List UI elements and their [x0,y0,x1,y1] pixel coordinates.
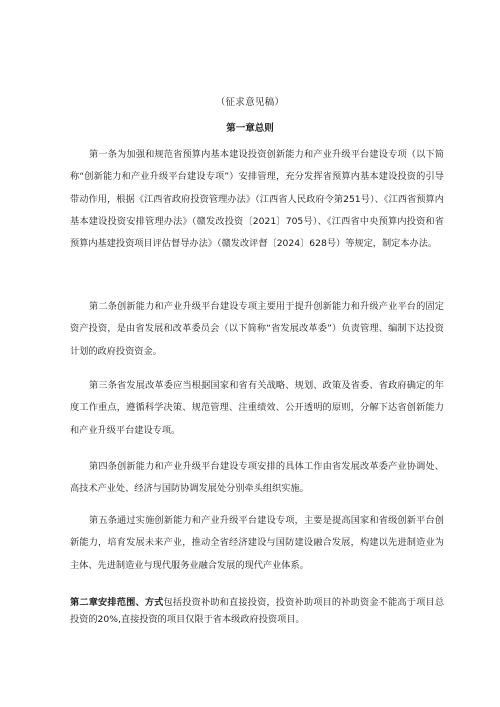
article-2-paragraph: 第二条创新能力和产业升级平台建设专项主要用于提升创新能力和升级产业平台的固定资产投资，是由省发展和改革委员会（以下简称“省发展改革委”）负责管理、编制下达投资计划的政府投资资金。 [70,301,444,357]
draft-subtitle: （征求意见稿） [215,97,285,108]
article-5-paragraph: 第五条通过实施创新能力和产业升级平台建设专项，主要是提高国家和省级创新平台创新能力，培育发展未来产业，推动全省经济建设与国防建设融合发展，构建以先进制造业为主体、先进制造业与现代服务业融合发展的现代产业体系。 [70,515,444,571]
chapter-1-title: 第一章总则 [226,123,274,134]
article-4-paragraph: 第四条创新能力和产业升级平台建设专项安排的具体工作由省发展改革委产业协调处、高技术产业处、经济与国防协调发展处分别牵头组织实施。 [70,461,444,495]
chapter-2-paragraph [70,594,444,628]
article-3-paragraph: 第三条省发展改革委应当根据国家和省有关战略、规划、政策及省委、省政府确定的年度工作重点，遵循科学决策、规范管理、注重绩效、公开透明的原则，分解下达省创新能力和产业升级平台建设专项。 [70,380,444,436]
chapter-2-text: 包括投资补助和直接投资，投资补助项目的补助资金不能高于项目总投资的20%,直接投资的项目仅限于省本级政府投资项目。 [70,597,445,625]
article-1-paragraph: 第一条为加强和规范省预算内基本建设投资创新能力和产业升级平台建设专项（以下简称“创新能力和产业升级平台建设专项”）安排管理，充分发挥省预算内基本建设投资的引导带动作用，根据《江西省政府投资管理办法》（江西省人民政府令第251号）、《江西省预算内基本建设投资安排管理办法》（赣发改投资〔2021〕705号）、《江西省中央预算内投资和省预算内基建投资项目评估督导办法》（赣发改评督〔2024〕628号）等规定，制定本办法。 [70,149,444,250]
chapter-2-heading: 第二章安排范围、方式 [70,597,164,608]
